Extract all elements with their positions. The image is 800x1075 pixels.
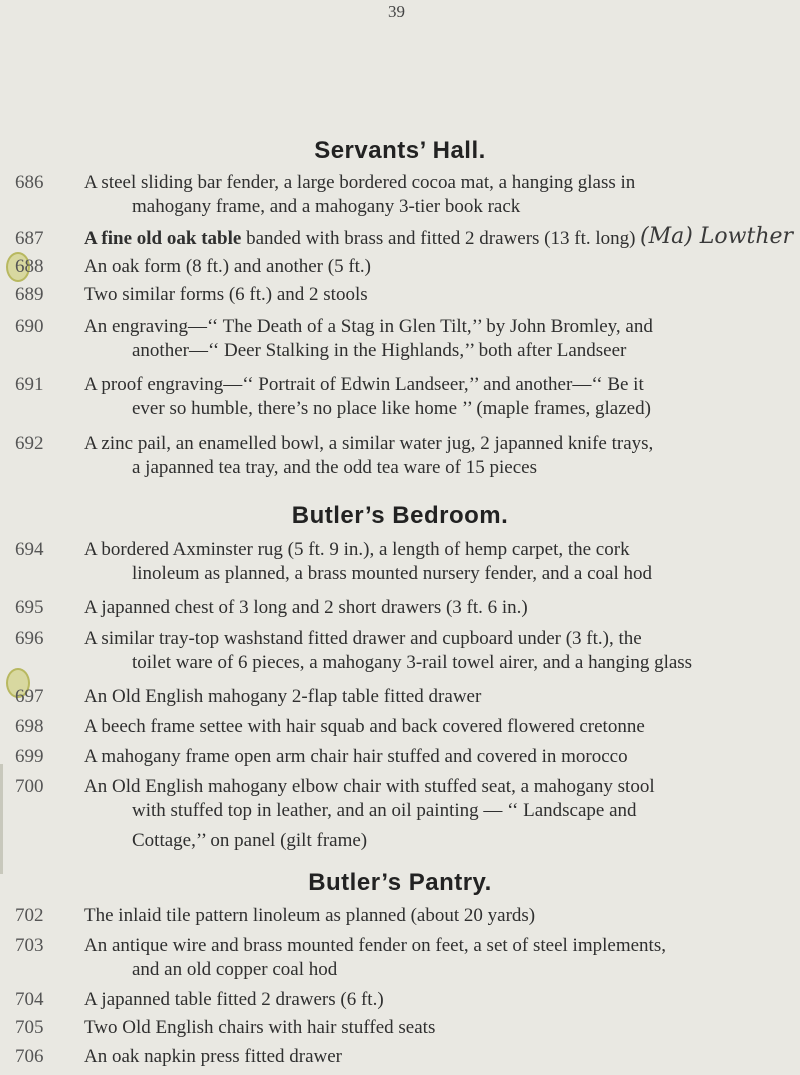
lot-number: 686 bbox=[15, 172, 44, 193]
lot-description: A mahogany frame open arm chair hair stuffed and covered in morocco bbox=[84, 746, 628, 767]
lot-number: 689 bbox=[15, 284, 44, 305]
lot-number: 703 bbox=[15, 935, 44, 956]
lot-description: A proof engraving—‘‘ Portrait of Edwin Landseer,’’ and another—‘‘ Be it ever so humble, there’s no place like home ’’ (maple frames, glazed) bbox=[84, 374, 651, 419]
lot-number: 704 bbox=[15, 989, 44, 1010]
lot-description: Two similar forms (6 ft.) and 2 stools bbox=[84, 284, 368, 305]
lot-description: Two Old English chairs with hair stuffed seats bbox=[84, 1017, 436, 1038]
lot-number: 698 bbox=[15, 716, 44, 737]
lot-number: 702 bbox=[15, 905, 44, 926]
lot-description: A beech frame settee with hair squab and back covered flowered cretonne bbox=[84, 716, 645, 737]
lot-description: A similar tray-top washstand fitted drawer and cupboard under (3 ft.), the toilet ware of 6 pieces, a mahogany 3-rail towel airer, and a hanging glass bbox=[84, 628, 693, 673]
section-heading-servants-hall: Servants’ Hall. bbox=[314, 137, 486, 164]
lot-description: A steel sliding bar fender, a large bordered cocoa mat, a hanging glass in mahogany frame, and a mahogany 3-tier book rack bbox=[84, 172, 636, 217]
lot-description: The inlaid tile pattern linoleum as planned (about 20 yards) bbox=[84, 905, 536, 926]
lot-description: A bordered Axminster rug (5 ft. 9 in.), a length of hemp carpet, the cork linoleum as planned, a brass mounted nursery fender, and a coal hod bbox=[84, 539, 652, 584]
lot-number: 691 bbox=[15, 374, 44, 395]
lot-description: A zinc pail, an enamelled bowl, a similar water jug, 2 japanned knife trays, a japanned tea tray, and the odd tea ware of 15 pieces bbox=[84, 433, 654, 478]
lot-number: 700 bbox=[15, 776, 44, 797]
lot-number: 688 bbox=[15, 256, 44, 277]
lot-number: 696 bbox=[15, 628, 44, 649]
lot-number: 705 bbox=[15, 1017, 44, 1038]
lot-number: 699 bbox=[15, 746, 44, 767]
lot-number: 690 bbox=[15, 316, 44, 337]
lot-description: An oak form (8 ft.) and another (5 ft.) bbox=[84, 256, 372, 277]
lot-description: A fine old oak table banded with brass and fitted 2 drawers (13 ft. long) bbox=[84, 228, 636, 249]
section-heading-butlers-pantry: Butler’s Pantry. bbox=[308, 869, 492, 896]
lot-description: A japanned chest of 3 long and 2 short drawers (3 ft. 6 in.) bbox=[84, 597, 528, 618]
section-heading-butlers-bedroom: Butler’s Bedroom. bbox=[291, 502, 509, 529]
lot-description: A japanned table fitted 2 drawers (6 ft.) bbox=[84, 989, 384, 1010]
page-edge-mark bbox=[0, 764, 3, 874]
handwritten-annotation: (Ma) Lowther bbox=[640, 224, 794, 249]
lot-number: 694 bbox=[15, 539, 44, 560]
lot-description: An Old English mahogany elbow chair with stuffed seat, a mahogany stool with stuffed top in leather, and an oil painting — ‘‘ Landscape and Cottage,’’ on panel (gilt frame) bbox=[84, 776, 655, 851]
page-number: 39 bbox=[388, 2, 405, 21]
lot-description: An oak napkin press fitted drawer bbox=[84, 1046, 343, 1067]
lot-number: 706 bbox=[15, 1046, 44, 1067]
lot-description: An Old English mahogany 2-flap table fitted drawer bbox=[84, 686, 482, 707]
lot-number: 695 bbox=[15, 597, 44, 618]
lot-description: An engraving—‘‘ The Death of a Stag in Glen Tilt,’’ by John Bromley, and another—‘‘ Deer Stalking in the Highlands,’’ both after Landseer bbox=[84, 316, 653, 361]
lot-number: 692 bbox=[15, 433, 44, 454]
lot-description: An antique wire and brass mounted fender on feet, a set of steel implements, and an old copper coal hod bbox=[84, 935, 666, 980]
lot-number: 697 bbox=[15, 686, 44, 707]
lot-number: 687 bbox=[15, 228, 44, 249]
